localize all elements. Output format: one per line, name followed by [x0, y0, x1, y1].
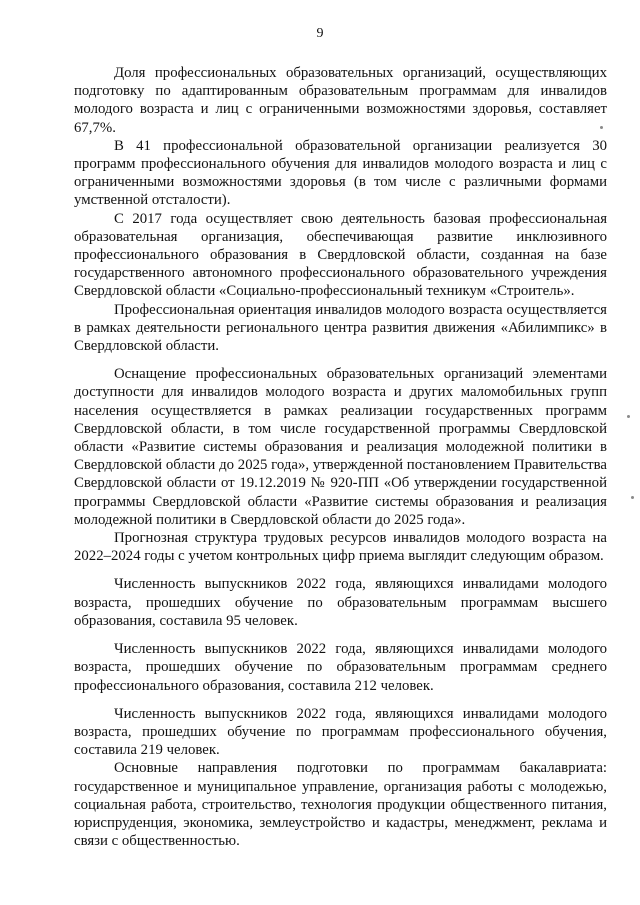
paragraph-forecast-structure: Прогнозная структура трудовых ресурсов инвалидов молодого возраста на 2022–2024 годы с учетом контрольных цифр приема выглядит следующим образом.	[74, 530, 607, 565]
page-number: 9	[316, 26, 324, 41]
paragraph-share-of-organizations: Доля профессиональных образовательных организаций, осуществляющих подготовку по адаптированным образовательным программам для инвалидов молодого возраста и лиц с ограниченными возможностями здоровья, составляет 67,7%.	[74, 65, 607, 136]
scan-speck	[600, 126, 603, 129]
scan-speck	[627, 415, 630, 418]
paragraph-bachelor-directions: Основные направления подготовки по программам бакалавриата: государственное и муниципальное управление, организация работы с молодежью, социальная работа, строительство, технология продукции общественного питания, юриспруденция, экономика, землеустройство и кадастры, менеджмент, реклама и связи с общественностью.	[74, 760, 607, 850]
paragraph-career-orientation: Профессиональная ориентация инвалидов молодого возраста осуществляется в рамках деятельности регионального центра развития движения «Абилимпикс» в Свердловской области.	[74, 301, 607, 355]
paragraph-graduates-secondary-vocational: Численность выпускников 2022 года, являющихся инвалидами молодого возраста, прошедших обучение по образовательным программам среднего профессионального образования, составила 212 человек.	[74, 641, 607, 694]
paragraph-graduates-higher-education: Численность выпускников 2022 года, являющихся инвалидами молодого возраста, прошедших обучение по образовательным программам высшего образования, составила 95 человек.	[74, 576, 607, 629]
paragraph-base-organization: С 2017 года осуществляет свою деятельность базовая профессиональная образовательная организация, обеспечивающая развитие инклюзивного профессионального образования в Свердловской области, созданная на базе государственного автономного профессионального образовательного учреждения Свердловской области «Социально-профессиональный техникум «Строитель».	[74, 210, 607, 300]
paragraph-training-programs: В 41 профессиональной образовательной организации реализуется 30 программ профессионального обучения для инвалидов молодого возраста и лиц с ограниченными возможностями здоровья (в том числе с различными формами умственной отсталости).	[74, 137, 607, 209]
paragraph-graduates-vocational-training: Численность выпускников 2022 года, являющихся инвалидами молодого возраста, прошедших обучение по программам профессионального обучения, составила 219 человек.	[74, 705, 607, 759]
paragraph-accessibility-equipment: Оснащение профессиональных образовательных организаций элементами доступности для инвалидов молодого возраста и других маломобильных групп населения осуществляется в рамках реализации государственных программ Свердловской области, в том числе государственной программы Свердловской области «Развитие системы образования и реализация молодежной политики в Свердловской области до 2025 года», утвержденной постановлением Правительства Свердловской области от 19.12.2019 № 920-ПП «Об утверждении государственной программы Свердловской области «Развитие системы образования и реализация молодежной политики в Свердловской области до 2025 года».	[74, 366, 607, 528]
scan-speck	[631, 496, 634, 499]
document-body	[74, 64, 607, 850]
